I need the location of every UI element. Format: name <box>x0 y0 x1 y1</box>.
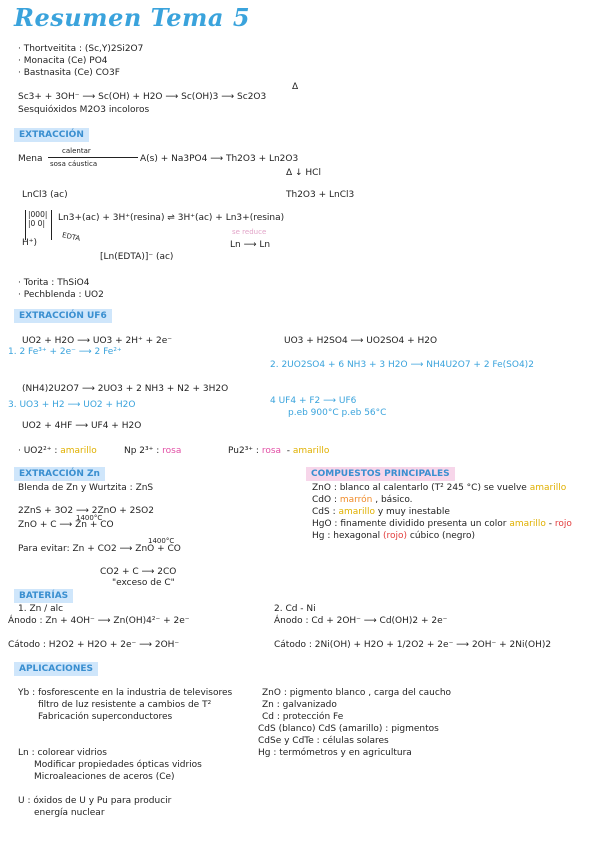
uranium-ion-color: · UO2²⁺ : amarillo <box>18 446 97 456</box>
compound-cds: CdS : amarillo y muy inestable <box>312 507 450 517</box>
resin-rows: |000| |0 0| <box>28 210 48 228</box>
mineral-thortveitita: · Thortveitita : (Sc,Y)2Si2O7 <box>18 44 144 54</box>
zn-avoid-temp: 1400°C <box>148 537 175 545</box>
mineral-monacita: · Monacita (Ce) PO4 <box>18 56 108 66</box>
delta-symbol: Δ <box>292 82 299 92</box>
battery-cdni-cathode: Cátodo : 2Ni(OH) + H2O + 1/2O2 + 2e⁻ ⟶ 2OH⁻ + 2Ni(OH)2 <box>274 640 552 650</box>
lncl3-label: LnCl3 (ac) <box>22 190 68 200</box>
section-header-extraccion-zn: EXTRACCIÓN Zn <box>14 467 105 481</box>
mena-reaction: A(s) + Na3PO4 ⟶ Th2O3 + Ln2O3 <box>140 154 299 164</box>
compound-zno: ZnO : blanco al calentarlo (T² 245 °C) se vuelve amarillo <box>312 483 567 493</box>
reduction-note: se reduce <box>232 228 267 236</box>
uf6-step2-b: 2. 2UO2SO4 + 6 NH3 + 3 H2O ⟶ NH4U2O7 + 2 Fe(SO4)2 <box>270 360 534 370</box>
app-u-1: U : óxidos de U y Pu para producir <box>18 796 172 806</box>
compound-cdo: CdO : marrón , básico. <box>312 495 413 505</box>
resin-bracket-right <box>51 210 52 240</box>
section-header-extraccion-uf6: EXTRACCIÓN UF6 <box>14 309 112 323</box>
app-ln-2: Modificar propiedades ópticas vidrios <box>34 760 202 770</box>
scandium-reaction: Sc3+ + 3OH⁻ ⟶ Sc(OH) + H2O ⟶ Sc(OH)3 ⟶ Sc2O3 <box>18 92 267 102</box>
app-cds: CdS (blanco) CdS (amarillo) : pigmentos <box>258 724 439 734</box>
zn-roasting: 2ZnS + 3O2 ⟶ 2ZnO + 2SO2 <box>18 506 154 516</box>
zn-avoid-reaction: Para evitar: Zn + CO2 ⟶ ZnO + CO <box>18 544 181 554</box>
battery-cdni-title: 2. Cd - Ni <box>274 604 316 614</box>
battery-zn-anode: Ánodo : Zn + 4OH⁻ ⟶ Zn(OH)4²⁻ + 2e⁻ <box>8 616 190 626</box>
uf6-step4-b: p.eb 900°C p.eb 56°C <box>288 408 387 418</box>
plutonium-ion-color: Pu2³⁺ : rosa - amarillo <box>228 446 330 456</box>
uf6-step3-b: 3. UO3 + H2 ⟶ UO2 + H2O <box>8 400 136 410</box>
excess-carbon-note: "exceso de C" <box>112 578 175 588</box>
h-plus-label: H⁺) <box>22 238 38 248</box>
section-header-baterias: BATERÍAS <box>14 589 73 603</box>
co-reaction: CO2 + C ⟶ 2CO <box>100 567 177 577</box>
app-yb-2: filtro de luz resistente a cambios de T² <box>38 700 212 710</box>
app-ln-1: Ln : colorear vidrios <box>18 748 107 758</box>
app-zn: Zn : galvanizado <box>262 700 337 710</box>
uf6-step1-b: 1. 2 Fe³⁺ + 2e⁻ ⟶ 2 Fe²⁺ <box>8 347 122 357</box>
sesquioxides-note: Sesquióxidos M2O3 incoloros <box>18 105 150 115</box>
app-u-2: energía nuclear <box>34 808 105 818</box>
app-ln-3: Microaleaciones de aceros (Ce) <box>34 772 175 782</box>
zn-reduction: ZnO + C ⟶ Zn + CO <box>18 520 114 530</box>
app-zno: ZnO : pigmento blanco , carga del caucho <box>262 688 452 698</box>
zn-reduction-temp: 1400°C <box>76 514 103 522</box>
app-cd: Cd : protección Fe <box>262 712 344 722</box>
section-header-extraccion: EXTRACCIÓN <box>14 128 89 142</box>
resin-bracket <box>25 210 26 240</box>
edta-label: EDTA <box>61 231 81 243</box>
uf6-step1-a: UO2 + H2O ⟶ UO3 + 2H⁺ + 2e⁻ <box>22 336 173 346</box>
ln-reduction: Ln ⟶ Ln <box>230 240 271 250</box>
mineral-torita: · Torita : ThSiO4 <box>18 278 90 288</box>
page-title: Resumen Tema 5 <box>14 3 251 32</box>
compound-hgo: HgO : finamente dividido presenta un color amarillo - rojo <box>312 519 572 529</box>
app-yb-1: Yb : fosforescente en la industria de televisores <box>18 688 233 698</box>
app-hg: Hg : termómetros y en agricultura <box>258 748 412 758</box>
mena-label: Mena <box>18 154 43 164</box>
section-header-compuestos: COMPUESTOS PRINCIPALES <box>306 467 455 481</box>
zn-minerals: Blenda de Zn y Wurtzita : ZnS <box>18 483 154 493</box>
battery-zn-cathode: Cátodo : H2O2 + H2O + 2e⁻ ⟶ 2OH⁻ <box>8 640 180 650</box>
app-yb-3: Fabricación superconductores <box>38 712 173 722</box>
battery-zn-title: 1. Zn / alc <box>18 604 64 614</box>
mena-arrow <box>48 157 138 158</box>
mena-arrow-over: calentar <box>62 147 91 155</box>
resin-equilibrium: Ln3+(ac) + 3H⁺(resina) ⇌ 3H⁺(ac) + Ln3+(resina) <box>58 213 285 223</box>
uf6-step4-a: 4 UF4 + F2 ⟶ UF6 <box>270 396 357 406</box>
uf6-step3-c: UO2 + 4HF ⟶ UF4 + H2O <box>22 421 142 431</box>
mineral-bastnasita: · Bastnasita (Ce) CO3F <box>18 68 120 78</box>
delta-hcl-note: Δ ↓ HCl <box>286 168 321 178</box>
thcl4-label: Th2O3 + LnCl3 <box>286 190 355 200</box>
mineral-pechblenda: · Pechblenda : UO2 <box>18 290 104 300</box>
mena-arrow-under: sosa cáustica <box>50 160 98 168</box>
compound-hg: Hg : hexagonal (rojo) cúbico (negro) <box>312 531 476 541</box>
section-header-aplicaciones: APLICACIONES <box>14 662 98 676</box>
battery-cdni-anode: Ánodo : Cd + 2OH⁻ ⟶ Cd(OH)2 + 2e⁻ <box>274 616 448 626</box>
neptunium-ion-color: Np 2³⁺ : rosa <box>124 446 182 456</box>
uf6-step3-a: (NH4)2U2O7 ⟶ 2UO3 + 2 NH3 + N2 + 3H2O <box>22 384 229 394</box>
uf6-step2-a: UO3 + H2SO4 ⟶ UO2SO4 + H2O <box>284 336 438 346</box>
app-cdse: CdSe y CdTe : células solares <box>258 736 389 746</box>
edta-complex: [Ln(EDTA)]⁻ (ac) <box>100 252 174 262</box>
